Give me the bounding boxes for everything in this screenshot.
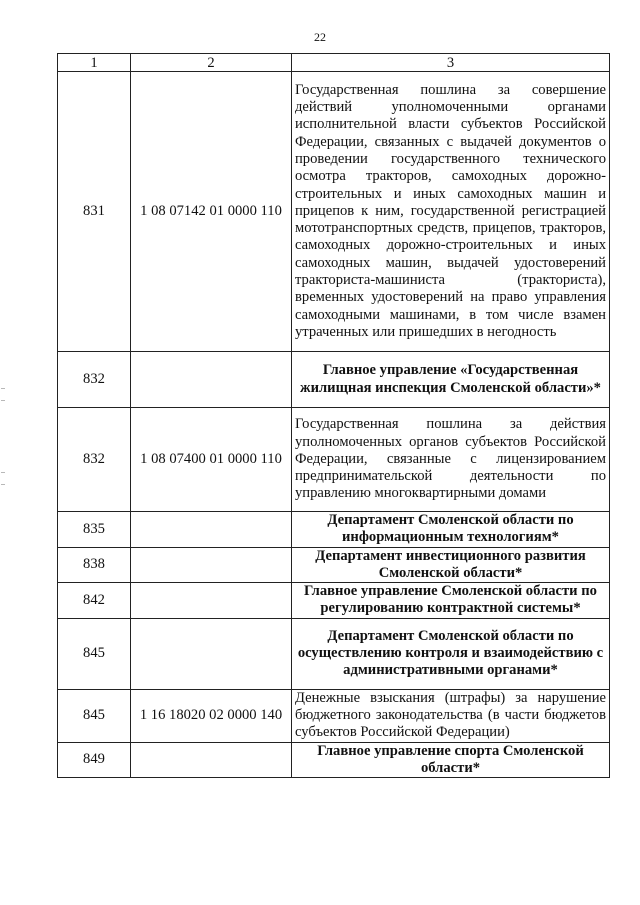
table-row [58,352,610,408]
admin-code-cell: 835 [58,512,131,548]
budget-code-cell: 1 16 18020 02 0000 140 [131,689,292,742]
table-row [58,689,610,742]
page-number: 22 [314,30,326,44]
budget-codes-table [57,53,610,778]
budget-code-cell [131,547,292,583]
table-row [58,72,610,352]
column-header-3: 3 [292,54,610,72]
description-cell: Денежные взыскания (штрафы) за нарушение бюджетного законодательства (в части бюджетов субъектов Российской Федерации) [292,689,610,742]
admin-code-cell: 838 [58,547,131,583]
admin-code-cell: 832 [58,408,131,512]
column-header-2: 2 [131,54,292,72]
admin-code-cell: 842 [58,583,131,619]
admin-code-cell: 845 [58,689,131,742]
column-header-1: 1 [58,54,131,72]
organization-heading-cell: Главное управление Смоленской области по регулированию контрактной системы* [292,583,610,619]
table-row [58,408,610,512]
organization-heading-cell: Департамент инвестиционного развития Смоленской области* [292,547,610,583]
admin-code-cell: 831 [58,72,131,352]
organization-heading-cell: Департамент Смоленской области по осуществлению контроля и взаимодействию с административными органами* [292,618,610,689]
organization-heading-cell: Главное управление «Государственная жилищная инспекция Смоленской области»* [292,352,610,408]
table-row [58,547,610,583]
table-row [58,618,610,689]
budget-code-cell [131,583,292,619]
budget-code-cell [131,352,292,408]
admin-code-cell: 845 [58,618,131,689]
description-cell: Государственная пошлина за действия уполномоченных органов субъектов Российской Федерации, связанные с лицензированием предпринимательской деятельности по управлению многоквартирными домами [292,408,610,512]
table-row [58,512,610,548]
table-header-row [58,54,610,72]
admin-code-cell: 832 [58,352,131,408]
budget-code-cell: 1 08 07400 01 0000 110 [131,408,292,512]
organization-heading-cell: Департамент Смоленской области по информационным технологиям* [292,512,610,548]
table-row [58,583,610,619]
admin-code-cell: 849 [58,742,131,778]
budget-code-cell [131,742,292,778]
budget-code-cell [131,512,292,548]
organization-heading-cell: Главное управление спорта Смоленской области* [292,742,610,778]
budget-code-cell [131,618,292,689]
budget-code-cell: 1 08 07142 01 0000 110 [131,72,292,352]
table-row [58,742,610,778]
description-cell: Государственная пошлина за совершение действий уполномоченными органами исполнительной власти субъектов Российской Федерации, связанных с выдачей документов о проведении государственного технического осмотра тракторов, самоходных дорожно-строительных и иных самоходных машин и прицепов к ним, государственной регистрацией мототранспортных средств, прицепов, тракторов, самоходных дорожно-строительных и иных самоходных машин, выдачей удостоверений тракториста-машиниста (тракториста), временных удостоверений на право управления самоходными машинами, в том числе взамен утраченных или пришедших в негодность [292,72,610,352]
